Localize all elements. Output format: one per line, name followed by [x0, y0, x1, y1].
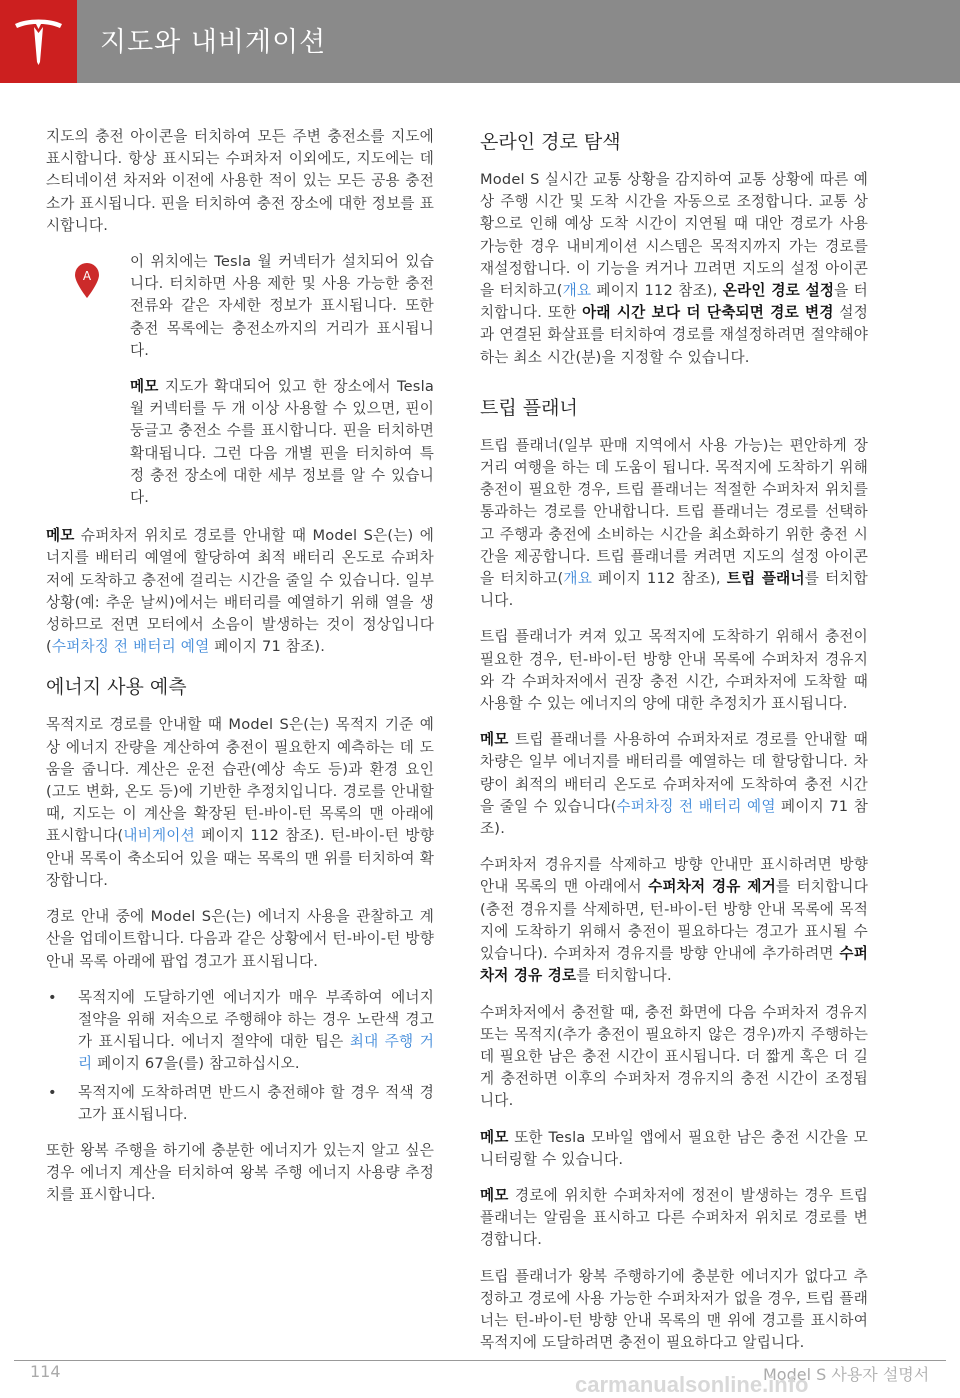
trip-paragraph-5: 트립 플래너가 왕복 주행하기에 충분한 에너지가 없다고 추정하고 경로에 사용 가능한 수퍼차저가 없을 경우, 트립 플래너는 턴-바이-턴 방향 안내 목록의 맨 위에 경고를 표시하여 목적지에 도달하려면 충전이 필요하다고 알립니다.: [480, 1267, 868, 1352]
link-overview[interactable]: 개요: [562, 282, 592, 300]
trip-paragraph-3: 수퍼차저 경유지를 삭제하고 방향 안내만 표시하려면 방향 안내 목록의 맨 아래에서 수퍼차저 경유 제거를 터치합니다(충전 경유지를 삭제하면, 턴-바이-턴 방향 안내 목록에 목적지에 도착하기 위해서 충전이 필요하다는 경고가 표시될 수 있습니다). 수퍼차저 경유지를 방향 안내에 추가하려면 수퍼차저 경유 경로를 터치합니다.: [480, 856, 868, 985]
pin-note-text: 이 위치에는 Tesla 월 커넥터가 설치되어 있습니다. 터치하면 사용 제한 및 사용 가능한 충전 전류와 같은 자세한 정보가 표시됩니다. 또한 충전 목록에는 충전소까지의 거리가 표시됩니다.: [130, 253, 434, 359]
map-pin-A-icon: [74, 263, 100, 299]
pin-note-block: [46, 251, 434, 509]
memo-mobile-app: 메모 또한 Tesla 모바일 앱에서 필요한 남은 충전 시간을 모니터링할 수 있습니다.: [480, 1128, 868, 1168]
memo-label: 메모: [46, 527, 75, 545]
heading-trip-planner: 트립 플래너: [480, 396, 578, 419]
right-column: [480, 127, 868, 1368]
trip-paragraph-4: 수퍼차저에서 충전할 때, 충전 화면에 다음 수퍼차저 경유지 또는 목적지(추가 충전이 필요하지 않은 경우)까지 주행하는 데 필요한 남은 충전 시간이 표시됩니다. 더 짧게 혹은 더 길게 충전하면 이후의 수퍼차저 경유지의 충전 시간이 조정됩니다.: [480, 1003, 868, 1110]
memo-label: 메모: [480, 1128, 509, 1146]
online-routing-paragraph: Model S 실시간 교통 상황을 감지하여 교통 상황에 따른 예상 주행 시간 및 도착 시간을 자동으로 조정합니다. 교통 상황으로 인해 예상 도착 시간이 지연될 때 대안 경로가 사용 가능한 경우 내비게이션 시스템은 목적지까지 가는 경로를 재설정합니다. 이 기능을 켜거나 끄려면 지도의 설정 아이콘을 터치하고(개요 페이지 112 참조), 온라인 경로 설정을 터치합니다. 또한 아래 시간 보다 더 단축되면 경로 변경 설정과 연결된 화살표를 터치하여 경로를 재설정하려면 절약해야 하는 최소 시간(분)을 지정할 수 있습니다.: [480, 171, 868, 366]
memo-label: 메모: [480, 1186, 509, 1204]
memo-outage: 메모 경로에 위치한 수퍼차저에 정전이 발생하는 경우 트립 플래너는 알림을 표시하고 다른 수퍼차저 위치로 경로를 변경합니다.: [480, 1186, 868, 1249]
memo-label: 메모: [130, 378, 159, 396]
list-item: • 목적지에 도착하려면 반드시 충전해야 할 경우 적색 경고가 표시됩니다.: [48, 1083, 434, 1123]
energy-paragraph-3: 또한 왕복 주행을 하기에 충분한 에너지가 있는지 알고 싶은 경우 에너지 계산을 터치하여 왕복 주행 에너지 사용량 추정치를 표시합니다.: [46, 1141, 434, 1204]
charging-icon-paragraph: 지도의 충전 아이콘을 터치하여 모든 주변 충전소를 지도에 표시합니다. 항상 표시되는 수퍼차저 이외에도, 지도에는 데스티네이션 차저와 이전에 사용한 적이 있는 모든 공용 충전소가 표시됩니다. 핀을 터치하여 충전 장소에 대한 정보를 표시합니다.: [46, 128, 434, 234]
link-navigation[interactable]: 내비게이션: [123, 827, 195, 845]
link-overview[interactable]: 개요: [563, 570, 593, 588]
energy-paragraph-1: 목적지로 경로를 안내할 때 Model S은(는) 목적지 기준 예상 에너지 잔량을 계산하여 충전이 필요한지 예측하는 데 도움을 줍니다. 계산은 운전 습관(예상 속도 등)과 환경 요인(고도 변화, 온도 등)에 기반한 추정치입니다. 경로를 안내할 때, 지도는 이 계산을 확장된 턴-바이-턴 목록의 맨 아래에 표시합니다(내비게이션 페이지 112 참조). 턴-바이-턴 방향 안내 목록이 축소되어 있을 때는 목록의 맨 위를 터치하여 확장합니다.: [46, 716, 434, 889]
link-max-range[interactable]: 최대 주행 거리: [78, 1033, 434, 1073]
page-header: [0, 0, 960, 83]
page-title: 지도와 내비게이션: [100, 27, 327, 58]
memo-zoom-pins: 메모 지도가 확대되어 있고 한 장소에서 Tesla 월 커넥터를 두 개 이상 사용할 수 있으면, 핀이 둥글고 충전소 수를 표시합니다. 핀을 터치하면 확대됩니다. 그런 다음 개별 핀을 터치하여 특정 충전 장소에 대한 세부 정보를 알 수 있습니다.: [130, 378, 434, 507]
document-name: Model S 사용자 설명서: [763, 1365, 930, 1384]
tesla-logo-icon: [13, 18, 64, 66]
warning-list: [46, 987, 434, 1126]
trip-paragraph-1: 트립 플래너(일부 판매 지역에서 사용 가능)는 편안하게 장거리 여행을 하는 데 도움이 됩니다. 목적지에 도착하기 위해 충전이 필요한 경우, 트립 플래너는 적절한 수퍼차저 위치를 통과하는 경로를 안내합니다. 트립 플래너는 경로를 선택하고 주행과 충전에 소비하는 시간을 최소화하기 위한 충전 시간을 제공합니다. 트립 플래너를 켜려면 지도의 설정 아이콘을 터치하고(개요 페이지 112 참조), 트립 플래너를 터치합니다.: [480, 436, 868, 610]
trip-paragraph-2: 트립 플래너가 켜져 있고 목적지에 도착하기 위해서 충전이 필요한 경우, 턴-바이-턴 방향 안내 목록에 수퍼차저 경유지와 각 수퍼차저에서 권장 충전 시간, 수퍼차저에 도착할 때 사용할 수 있는 에너지의 양에 대한 추정치가 표시됩니다.: [480, 628, 868, 713]
memo-battery-preheat: 메모 슈퍼차저 위치로 경로를 안내할 때 Model S은(는) 에너지를 배터리 예열에 할당하여 최적 배터리 온도로 슈퍼차저에 도착하고 충전에 걸리는 시간을 줄일 수 있습니다. 일부 상황(예: 추운 날씨)에서는 배터리를 예열하기 위해 열을 생성하므로 전면 모터에서 소음이 발생하는 것이 정상입니다(수퍼차징 전 배터리 예열 페이지 71 참조).: [46, 527, 434, 656]
memo-trip-preheat: 메모 트립 플래너를 사용하여 슈퍼차저로 경로를 안내할 때 차량은 일부 에너지를 배터리를 예열하는 데 할당합니다. 차량이 최적의 배터리 온도로 슈퍼차저에 도착하여 충전 시간을 줄일 수 있습니다(수퍼차징 전 배터리 예열 페이지 71 참조).: [480, 731, 868, 838]
watermark: carmanualsonline.info: [575, 1372, 809, 1397]
page-number: 114: [30, 1362, 61, 1381]
energy-paragraph-2: 경로 안내 중에 Model S은(는) 에너지 사용을 관찰하고 계산을 업데이트합니다. 다음과 같은 상황에서 턴-바이-턴 방향 안내 목록 아래에 팝업 경고가 표시됩니다.: [46, 908, 434, 970]
memo-label: 메모: [480, 731, 509, 749]
list-item: • 목적지에 도달하기엔 에너지가 매우 부족하여 에너지 절약을 위해 저속으로 주행해야 하는 경우 노란색 경고가 표시됩니다. 에너지 절약에 대한 팁은 최대 주행 거리 페이지 67을(를) 참고하십시오.: [48, 988, 434, 1073]
heading-energy-prediction: 에너지 사용 예측: [46, 676, 187, 699]
link-preheat[interactable]: 수퍼차징 전 배터리 예열: [51, 638, 210, 656]
svg-text:A: A: [82, 269, 92, 284]
footer-divider: [14, 1360, 946, 1361]
link-preheat[interactable]: 수퍼차징 전 배터리 예열: [616, 797, 776, 815]
heading-online-routing: 온라인 경로 탐색: [480, 131, 621, 153]
left-column: [46, 126, 434, 1221]
logo-box: [0, 0, 77, 83]
